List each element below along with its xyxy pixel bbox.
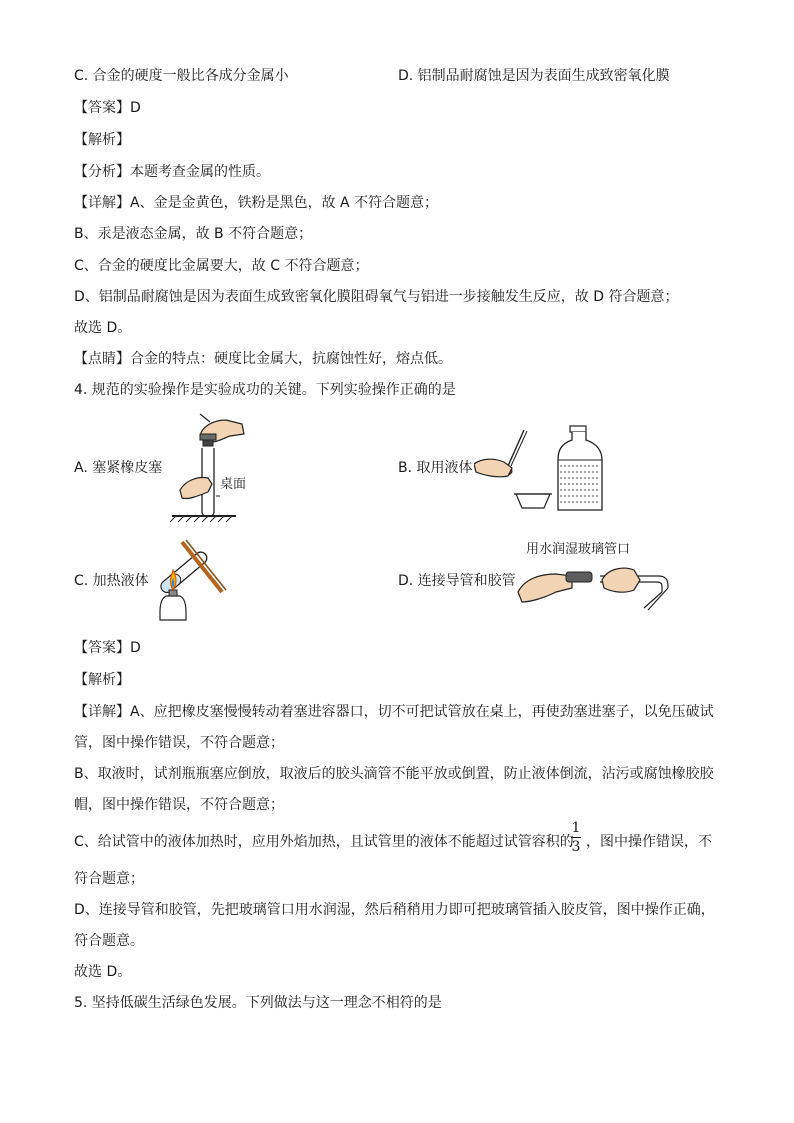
q4-stem: 4. 规范的实验操作是实验成功的关键。下列实验操作正确的是 xyxy=(74,382,456,398)
q4-detail-c-line2: 符合题意； xyxy=(74,871,144,887)
q4-detail-d-line2: 符合题意。 xyxy=(74,933,144,949)
q4-detail-b-line1: B、取液时，试剂瓶瓶塞应倒放，取液后的胶头滴管不能平放或倒置，防止液体倒流，沾污或腐蚀橡胶胶 xyxy=(74,766,714,782)
fraction-denominator: 3 xyxy=(571,839,581,855)
option-d-figure-label: 用水润湿玻璃管口 xyxy=(526,542,631,557)
option-a-table-label: 桌面 xyxy=(220,477,247,492)
q3-detail-b: B、汞是液态金属，故 B 不符合题意； xyxy=(74,226,313,242)
q4-detail-a-line2: 管，图中操作错误，不符合题意； xyxy=(74,735,284,751)
q4-analysis-heading: 【解析】 xyxy=(74,672,130,688)
option-d-figure xyxy=(516,558,676,612)
option-b-figure xyxy=(474,424,614,516)
option-c-figure xyxy=(146,534,230,626)
fraction-one-third xyxy=(571,820,581,855)
q4-detail-a-line1: 【详解】A、应把橡皮塞慢慢转动着塞进容器口，切不可把试管放在桌上，再使劲塞进塞子，以免压破试 xyxy=(74,704,714,720)
q3-analysis-intro: 【分析】本题考查金属的性质。 xyxy=(74,164,270,180)
q5-stem: 5. 坚持低碳生活绿色发展。下列做法与这一理念不相符的是 xyxy=(74,995,442,1011)
q3-option-d: D. 铝制品耐腐蚀是因为表面生成致密氧化膜 xyxy=(398,68,670,84)
q4-detail-c-line1: C、给试管中的液体加热时，应用外焰加热，且试管里的液体不能超过试管容积的 xyxy=(74,834,574,850)
q4-option-d: D. 连接导管和胶管 xyxy=(398,573,516,589)
q4-option-b: B. 取用液体 xyxy=(398,460,473,476)
q4-detail-d-line1: D、连接导管和胶管，先把玻璃管口用水润湿，然后稍稍用力即可把玻璃管插入胶皮管，图中操作正确， xyxy=(74,902,715,918)
q3-tip: 【点睛】合金的特点：硬度比金属大，抗腐蚀性好，熔点低。 xyxy=(74,351,452,367)
option-a-figure xyxy=(164,412,256,524)
q3-answer: 【答案】D xyxy=(74,100,141,116)
q3-detail-d: D、铝制品耐腐蚀是因为表面生成致密氧化膜阻碍氧气与铝进一步接触发生反应，故 D 符合题意； xyxy=(74,289,679,305)
fraction-numerator: 1 xyxy=(571,820,581,836)
q3-detail-c: C、合金的硬度比金属要大，故 C 不符合题意； xyxy=(74,258,369,274)
q3-conclusion: 故选 D。 xyxy=(74,320,132,336)
q4-detail-b-line2: 帽，图中操作错误，不符合题意； xyxy=(74,797,284,813)
q4-detail-c-line1-end: ，图中操作错误，不 xyxy=(586,834,712,850)
q4-conclusion: 故选 D。 xyxy=(74,964,132,980)
q4-option-c: C. 加热液体 xyxy=(74,573,149,589)
q3-detail-a: 【详解】A、金是金黄色，铁粉是黑色，故 A 不符合题意； xyxy=(74,195,439,211)
q4-option-a: A. 塞紧橡皮塞 xyxy=(74,460,163,476)
q4-answer: 【答案】D xyxy=(74,640,141,656)
q3-option-c: C. 合金的硬度一般比各成分金属小 xyxy=(74,68,289,84)
q3-analysis-heading: 【解析】 xyxy=(74,132,130,148)
